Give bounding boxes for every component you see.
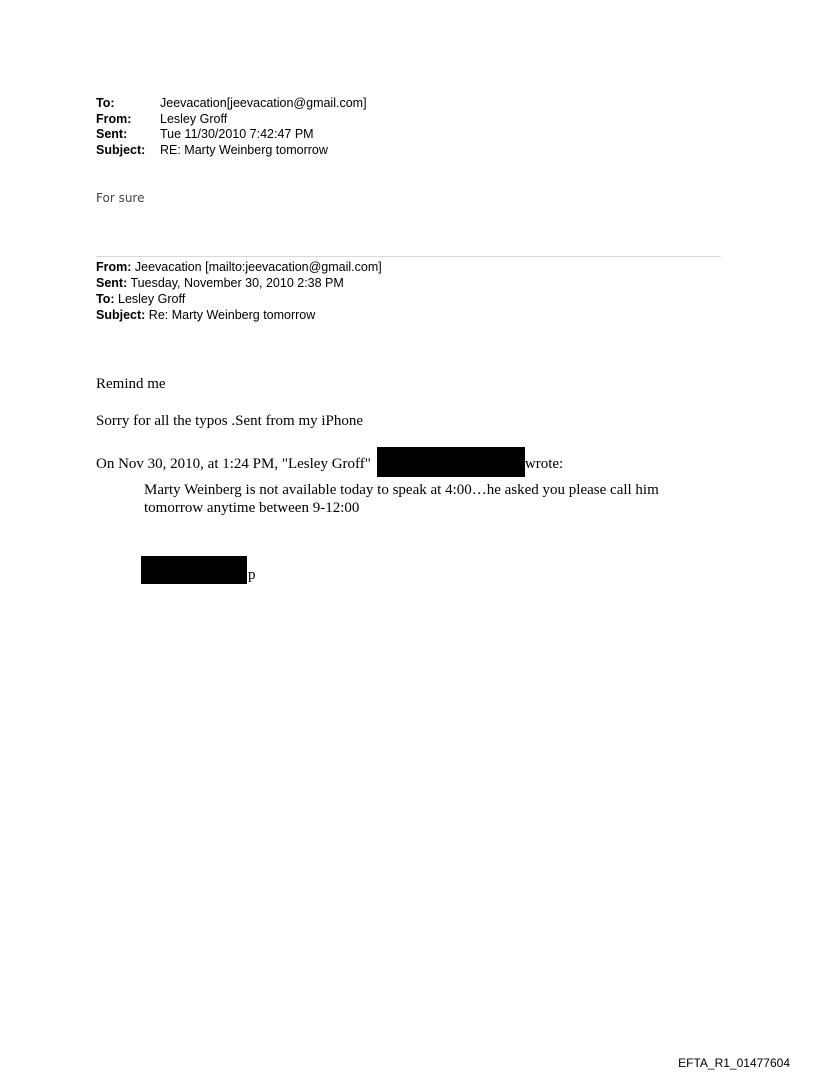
header-to-row — [96, 96, 367, 112]
redaction-block-signature — [141, 556, 247, 584]
redaction-block — [377, 447, 525, 477]
fwd-from-label: From: — [96, 260, 132, 274]
header-subject-label: Subject: — [96, 142, 146, 157]
fwd-subject-label: Subject: — [96, 308, 146, 322]
remind-text: Remind me — [96, 376, 166, 392]
quote-intro-prefix: On Nov 30, 2010, at 1:24 PM, "Lesley Groff" — [96, 456, 371, 472]
header-to-label: To: — [96, 96, 115, 110]
forwarded-header — [96, 259, 382, 323]
reply-text: For sure — [96, 191, 145, 205]
fwd-sent-line — [96, 275, 382, 291]
redacted-tail-text: p — [248, 567, 256, 583]
fwd-sent-label: Sent: — [96, 276, 128, 290]
header-from-label: From: — [96, 111, 132, 126]
header-sent-value: Tue 11/30/2010 7:42:47 PM — [160, 127, 314, 141]
quote-intro — [96, 447, 563, 477]
email-header — [96, 96, 367, 158]
separator-rule — [96, 256, 721, 257]
header-from-value: Lesley Groff — [160, 111, 228, 126]
header-from-row — [96, 112, 367, 128]
header-subject-value: RE: Marty Weinberg tomorrow — [160, 142, 328, 157]
fwd-to-value: Lesley Groff — [118, 292, 186, 306]
header-to-value: Jeevacation[jeevacation@gmail.com] — [160, 96, 367, 110]
fwd-from-value: Jeevacation [mailto:jeevacation@gmail.com] — [134, 260, 382, 274]
header-sent-row — [96, 127, 367, 143]
fwd-from-line — [96, 259, 382, 275]
fwd-to-label: To: — [96, 292, 115, 306]
signature-text: Sorry for all the typos .Sent from my iPhone — [96, 413, 364, 429]
fwd-to-line — [96, 291, 382, 307]
quote-intro-suffix: wrote: — [524, 456, 564, 472]
header-sent-label: Sent: — [96, 127, 128, 141]
fwd-subject-value: Re: Marty Weinberg tomorrow — [148, 308, 316, 322]
bates-number: EFTA_R1_01477604 — [678, 1056, 790, 1070]
fwd-sent-value: Tuesday, November 30, 2010 2:38 PM — [130, 276, 344, 290]
header-subject-row — [96, 143, 367, 159]
quoted-message: Marty Weinberg is not available today to speak at 4:00…he asked you please call him tomorrow anytime between 9-12:00 — [144, 482, 659, 516]
fwd-subject-line — [96, 307, 382, 323]
